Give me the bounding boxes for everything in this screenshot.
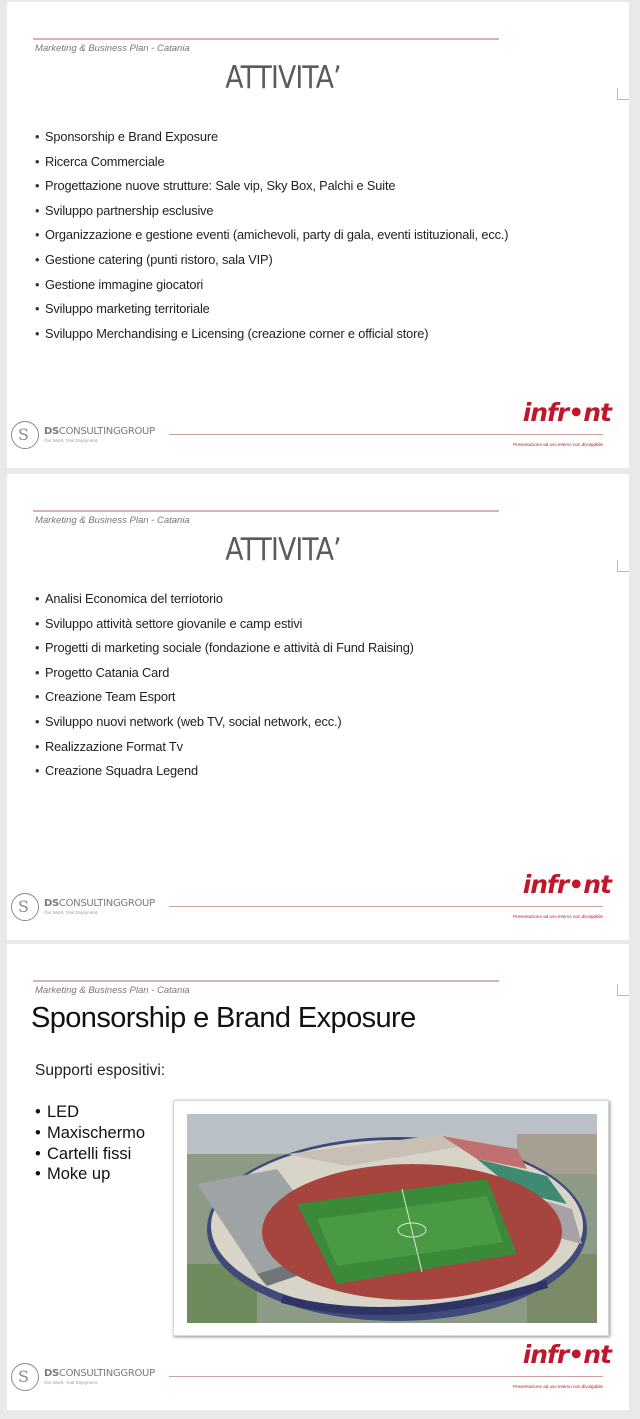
list-item: • LED	[35, 1103, 80, 1121]
list-item: • Sviluppo nuovi network (web TV, social network, ecc.)	[35, 713, 342, 729]
list-item: • Sviluppo Merchandising e Licensing (creazione corner e official store)	[35, 325, 429, 341]
infront-logo: infr•nt	[522, 398, 611, 427]
slide-title: Sponsorship e Brand Exposure	[31, 1002, 416, 1034]
slide-attivita-2	[7, 474, 629, 940]
corner-mark	[617, 984, 629, 996]
slide-header: Marketing & Business Plan - Catania	[35, 985, 190, 996]
header-rule	[33, 38, 499, 40]
slide-title: ATTIVITA’	[225, 60, 341, 96]
list-item: • Ricerca Commerciale	[35, 153, 165, 169]
bullet-list	[35, 587, 414, 784]
stadium-photo-frame	[173, 1100, 609, 1336]
corner-mark	[617, 88, 629, 100]
bullet-list	[35, 1102, 145, 1185]
slide-subtitle: Supporti espositivi:	[35, 1062, 166, 1079]
list-item: • Creazione Squadra Legend	[35, 763, 198, 779]
list-item: • Realizzazione Format Tv	[35, 738, 183, 754]
ds-logo-icon: S	[11, 1363, 39, 1391]
list-item: • Progetto Catania Card	[35, 664, 170, 680]
list-item: • Sponsorship e Brand Exposure	[35, 129, 218, 144]
slide-title: ATTIVITA’	[225, 532, 341, 568]
footer-rule	[169, 906, 603, 907]
slide-header: Marketing & Business Plan - Catania	[35, 43, 190, 54]
list-item: • Maxischermo	[35, 1123, 146, 1142]
header-rule	[33, 510, 499, 512]
dsconsulting-logo: S DSCONSULTINGGROUP Our Work, Your Enjoyment	[11, 1363, 171, 1393]
infront-tagline: Presentazione ad uso interno non divulgabile	[513, 442, 603, 447]
list-item: • Progettazione nuove strutture: Sale vip, Sky Box, Palchi e Suite	[35, 178, 396, 194]
list-item: • Creazione Team Esport	[35, 689, 176, 705]
ds-logo-icon: S	[11, 893, 39, 921]
infront-logo: infr•nt	[522, 870, 611, 899]
infront-logo: infr•nt	[522, 1340, 611, 1369]
list-item: • Cartelli fissi	[35, 1144, 132, 1163]
slide-sponsorship	[7, 944, 629, 1410]
list-item: • Gestione immagine giocatori	[35, 276, 204, 292]
dsconsulting-logo: S DSCONSULTINGGROUP Our Work, Your Enjoyment	[11, 893, 171, 923]
list-item: • Sviluppo partnership esclusive	[35, 202, 214, 218]
corner-mark	[617, 560, 629, 572]
stadium-aerial-image	[187, 1114, 597, 1323]
list-item: • Sviluppo marketing territoriale	[35, 301, 210, 317]
footer-rule	[169, 1376, 603, 1377]
list-item: • Analisi Economica del terriotorio	[35, 591, 223, 606]
stadium-photo	[187, 1114, 597, 1323]
bullet-list	[35, 125, 508, 346]
list-item: • Gestione catering (punti ristoro, sala VIP)	[35, 251, 273, 267]
infront-tagline: Presentazione ad uso interno non divulgabile	[513, 1384, 603, 1389]
list-item: • Sviluppo attività settore giovanile e camp estivi	[35, 615, 303, 631]
footer-rule	[169, 434, 603, 435]
list-item: • Moke up	[35, 1165, 111, 1184]
dsconsulting-logo: S DSCONSULTINGGROUP Our Work, Your Enjoyment	[11, 421, 171, 451]
infront-tagline: Presentazione ad uso interno non divulgabile	[513, 914, 603, 919]
list-item: • Progetti di marketing sociale (fondazione e attività di Fund Raising)	[35, 640, 414, 656]
list-item: • Organizzazione e gestione eventi (amichevoli, party di gala, eventi istituzionali, ecc.)	[35, 227, 509, 243]
slide-attivita-1	[7, 2, 629, 468]
header-rule	[33, 980, 499, 982]
ds-logo-icon: S	[11, 421, 39, 449]
slide-header: Marketing & Business Plan - Catania	[35, 515, 190, 526]
